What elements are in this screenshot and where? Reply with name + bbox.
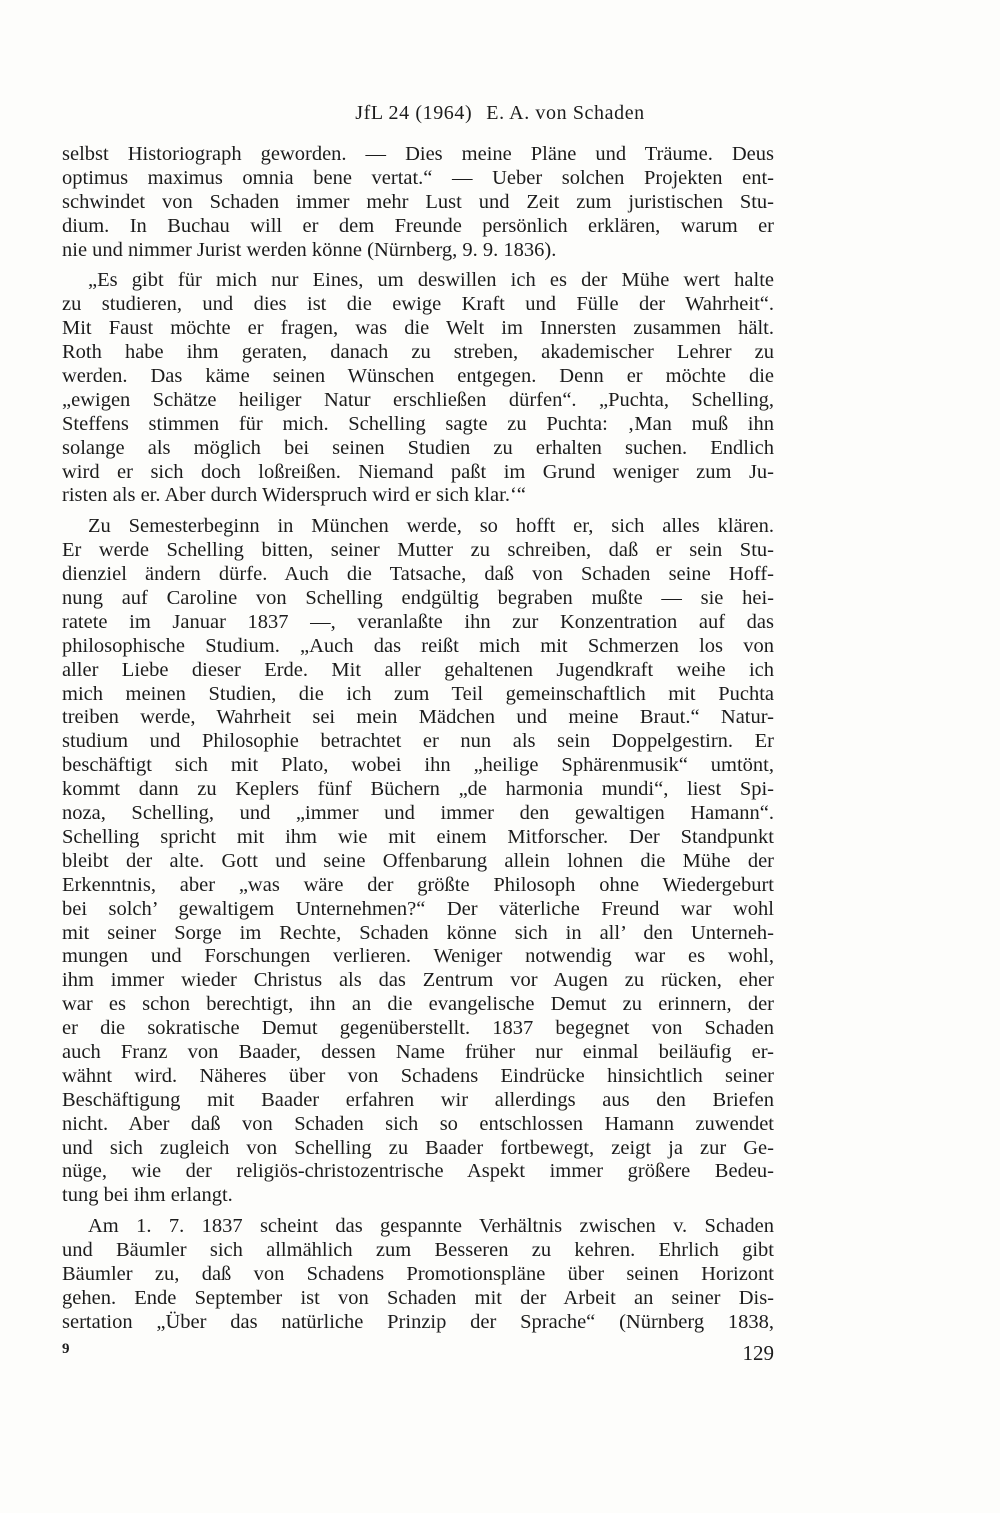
text-line: mungen und Forschungen verlieren. Weniger notwendig war es wohl, <box>62 945 774 968</box>
journal-reference: JfL 24 (1964) <box>355 102 473 124</box>
text-line: und sich zugleich von Schelling zu Baader fortbewegt, zeigt ja zur Ge- <box>62 1136 774 1159</box>
text-line: Er werde Schelling bitten, seiner Mutter zu schreiben, daß er sein Stu- <box>62 539 774 562</box>
text-line: Bäumler zu, daß von Schadens Promotionspläne über seinen Horizont <box>62 1262 774 1285</box>
text-line: schwindet von Schaden immer mehr Lust und Zeit zum juristischen Stu- <box>62 190 774 213</box>
text-line: tung bei ihm erlangt. <box>62 1184 233 1207</box>
article-author: E. A. von Schaden <box>486 102 645 124</box>
text-line: sertation „Über das natürliche Prinzip der Sprache“ (Nürnberg 1838, <box>62 1310 774 1333</box>
text-line: dium. In Buchau will er dem Freunde persönlich erklären, warum er <box>62 214 774 237</box>
text-line: Am 1. 7. 1837 scheint das gespannte Verhältnis zwischen v. Schaden <box>88 1215 774 1238</box>
text-line: optimus maximus omnia bene vertat.“ — Ueber solchen Projekten ent- <box>62 166 774 189</box>
paragraph <box>62 1215 774 1334</box>
text-line: selbst Historiograph geworden. — Dies meine Pläne und Träume. Deus <box>62 143 774 165</box>
text-line: Steffens stimmen für mich. Schelling sagte zu Puchta: ‚Man muß ihn <box>62 412 774 435</box>
text-line: studium und Philosophie betrachtet er nun als sein Doppelgestirn. Er <box>62 730 774 753</box>
text-line: Mit Faust möchte er fragen, was die Welt im Innersten zusammen hält. <box>62 317 774 340</box>
text-line: Zu Semesterbeginn in München werde, so hofft er, sich alles klären. <box>88 515 774 538</box>
text-line: nie und nimmer Jurist werden könne (Nürnberg, 9. 9. 1836). <box>62 238 557 261</box>
paragraph-gap <box>62 508 774 515</box>
paragraph-gap <box>62 262 774 269</box>
text-line: Beschäftigung mit Baader erfahren wir allerdings aus den Briefen <box>62 1088 774 1111</box>
text-line: wähnt wird. Näheres über von Schadens Eindrücke hinsichtlich seiner <box>62 1064 774 1087</box>
text-line: wird er sich doch loßreißen. Niemand paßt im Grund weniger zum Ju- <box>62 460 774 483</box>
text-line: bei solch’ gewaltigem Unternehmen?“ Der väterliche Freund war wohl <box>62 897 774 920</box>
text-line: Roth habe ihm geraten, danach zu streben, akademischer Lehrer zu <box>62 341 774 364</box>
paragraph <box>62 269 774 508</box>
paragraph <box>62 515 774 1208</box>
text-line: philosophische Studium. „Auch das reißt mich mit Schmerzen los von <box>62 634 774 657</box>
text-line: werden. Das käme seinen Wünschen entgegen. Denn er möchte die <box>62 365 774 388</box>
text-line: noza, Schelling, und „immer und immer den gewaltigen Hamann“. <box>62 802 774 825</box>
signature-mark: 9 <box>62 1341 70 1357</box>
text-line: Schelling spricht mit ihm wie mit einem Mitforscher. Der Standpunkt <box>62 825 774 848</box>
text-line: war es schon berechtigt, ihn an die evangelische Demut zu erinnern, der <box>62 993 774 1016</box>
paragraph <box>62 143 774 262</box>
text-line: auch Franz von Baader, dessen Name früher nur einmal beiläufig er- <box>62 1040 774 1063</box>
body-text <box>62 143 774 1335</box>
paragraph-gap <box>62 1208 774 1215</box>
text-line: zu studieren, und dies ist die ewige Kraft und Fülle der Wahrheit“. <box>62 293 774 316</box>
text-line: gehen. Ende September ist von Schaden mit der Arbeit an seiner Dis- <box>62 1286 774 1309</box>
text-line: treiben werde, Wahrheit sei mein Mädchen und meine Braut.“ Natur- <box>62 706 774 729</box>
text-line: ihm immer wieder Christus als das Zentrum vor Augen zu rücken, eher <box>62 969 774 992</box>
text-line: und Bäumler sich allmählich zum Besseren zu kehren. Ehrlich gibt <box>62 1239 774 1262</box>
text-line: nung auf Caroline von Schelling endgültig begraben mußte — sie hei- <box>62 587 774 610</box>
text-line: dienziel ändern dürfe. Auch die Tatsache, daß von Schaden seine Hoff- <box>62 563 774 586</box>
page-number: 129 <box>742 1341 774 1365</box>
text-line: risten als er. Aber durch Widerspruch wird er sich klar.‘“ <box>62 484 526 507</box>
text-line: ratete im Januar 1837 —, veranlaßte ihn zur Konzentration auf das <box>62 610 774 633</box>
text-line: mit seiner Sorge im Rechte, Schaden könne sich in all’ den Unterneh- <box>62 921 774 944</box>
running-header <box>0 100 1000 126</box>
text-line: er die sokratische Demut gegenüberstellt. 1837 begegnet von Schaden <box>62 1017 774 1040</box>
text-line: kommt dann zu Keplers fünf Büchern „de harmonia mundi“, liest Spi- <box>62 778 774 801</box>
text-line: „ewigen Schätze heiliger Natur erschließen dürfen“. „Puchta, Schelling, <box>62 388 774 411</box>
text-line: nüge, wie der religiös-christozentrische Aspekt immer größere Bedeu- <box>62 1160 774 1183</box>
text-line: beschäftigt sich mit Plato, wobei ihn „heilige Sphärenmusik“ umtönt, <box>62 754 774 777</box>
text-line: „Es gibt für mich nur Eines, um deswillen ich es der Mühe wert halte <box>88 269 774 292</box>
text-line: bleibt der alte. Gott und seine Offenbarung allein lohnen die Mühe der <box>62 849 774 872</box>
text-line: mich meinen Studien, die ich zum Teil gemeinschaftlich mit Puchta <box>62 682 774 705</box>
text-line: Erkenntnis, aber „was wäre der größte Philosoph ohne Wiedergeburt <box>62 873 774 896</box>
text-line: aller Liebe dieser Erde. Mit aller gehaltenen Jugendkraft weihe ich <box>62 658 774 681</box>
text-line: nicht. Aber daß von Schaden sich so entschlossen Hamann zuwendet <box>62 1112 774 1135</box>
text-line: solange als möglich bei seinen Studien zu erhalten suchen. Endlich <box>62 436 774 459</box>
